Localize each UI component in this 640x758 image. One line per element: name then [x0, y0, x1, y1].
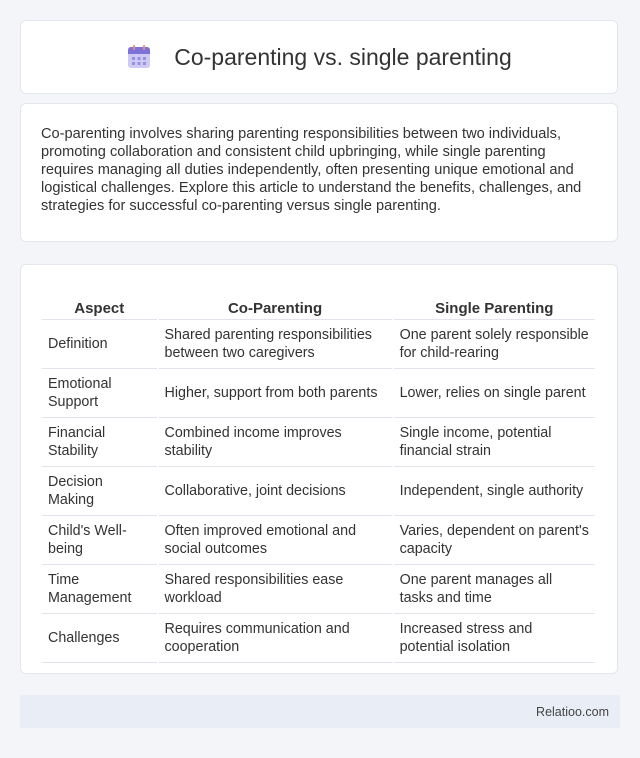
title-card — [20, 20, 618, 94]
cell-aspect: Emotional Support — [42, 369, 157, 418]
calendar-icon — [126, 44, 152, 70]
cell-single-parenting: Increased stress and potential isolation — [394, 614, 595, 663]
cell-co-parenting: Often improved emotional and social outcomes — [159, 516, 392, 565]
table-row — [42, 369, 595, 418]
header-co-parenting: Co-Parenting — [159, 285, 392, 320]
cell-aspect: Definition — [42, 320, 157, 369]
comparison-table — [40, 285, 597, 663]
footer — [20, 695, 620, 728]
cell-co-parenting: Collaborative, joint decisions — [159, 467, 392, 516]
cell-single-parenting: One parent solely responsible for child-rearing — [394, 320, 595, 369]
footer-brand: Relatioo.com — [536, 704, 609, 719]
comparison-table-card — [20, 264, 618, 674]
table-row — [42, 467, 595, 516]
cell-aspect: Child's Well-being — [42, 516, 157, 565]
cell-aspect: Challenges — [42, 614, 157, 663]
header-aspect: Aspect — [42, 285, 157, 320]
cell-co-parenting: Shared responsibilities ease workload — [159, 565, 392, 614]
cell-single-parenting: Varies, dependent on parent's capacity — [394, 516, 595, 565]
table-row — [42, 418, 595, 467]
cell-single-parenting: Independent, single authority — [394, 467, 595, 516]
intro-card — [20, 103, 618, 242]
intro-text: Co-parenting involves sharing parenting responsibilities between two individuals, promoting collaboration and consistent child upbringing, while single parenting requires managing all duties independently, often presenting unique emotional and logistical challenges. Explore this article to understand the benefits, challenges, and strategies for successful co-parenting versus single parenting. — [41, 126, 582, 214]
header-single-parenting: Single Parenting — [394, 285, 595, 320]
cell-single-parenting: One parent manages all tasks and time — [394, 565, 595, 614]
cell-co-parenting: Combined income improves stability — [159, 418, 392, 467]
cell-single-parenting: Single income, potential financial strain — [394, 418, 595, 467]
cell-aspect: Decision Making — [42, 467, 157, 516]
cell-co-parenting: Higher, support from both parents — [159, 369, 392, 418]
cell-co-parenting: Shared parenting responsibilities between two caregivers — [159, 320, 392, 369]
cell-single-parenting: Lower, relies on single parent — [394, 369, 595, 418]
cell-co-parenting: Requires communication and cooperation — [159, 614, 392, 663]
table-row — [42, 320, 595, 369]
page-title: Co-parenting vs. single parenting — [174, 43, 512, 70]
cell-aspect: Financial Stability — [42, 418, 157, 467]
table-row — [42, 565, 595, 614]
table-header-row — [42, 285, 595, 320]
table-row — [42, 516, 595, 565]
table-row — [42, 614, 595, 663]
cell-aspect: Time Management — [42, 565, 157, 614]
